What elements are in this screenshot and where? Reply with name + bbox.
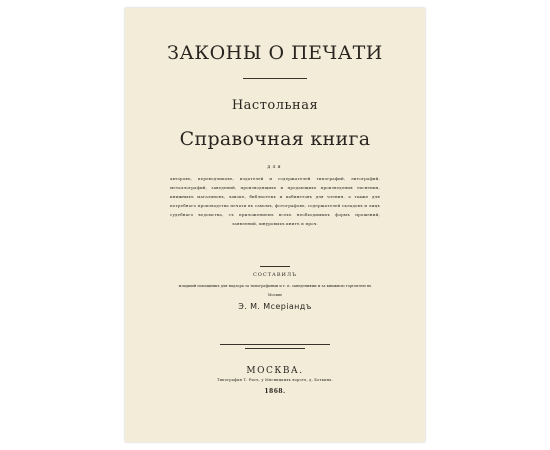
audience-paragraph: авторовъ, переводчиковъ, издателей и содержателей типографий, литографий, металлографий, заведений, производящихъ и продающихъ произведения тиснения, книжныхъ магазиновъ, лавокъ, библиотекъ и кабинетовъ для чтения, а также для потребного производства печати въ самомъ, фотографовъ, содержателей складовъ и лицъ судебнаго ведомства, съ приложениемъ всехъ необходимыхъ формъ прошений, заявлений, шнуровыхъ книгъ и проч. bbox=[170, 176, 380, 226]
imprint-city: МОСКВА. bbox=[246, 366, 304, 376]
imprint-rule-bottom bbox=[245, 348, 305, 349]
book-subtitle: Настольная bbox=[231, 98, 319, 113]
book-title: ЗАКОНЫ О ПЕЧАТИ bbox=[167, 42, 383, 64]
book-heading: Справочная книга bbox=[179, 128, 371, 150]
audience-rule bbox=[260, 266, 290, 267]
compiled-label: СОСТАВИЛЪ bbox=[252, 272, 298, 278]
title-rule bbox=[243, 78, 307, 79]
title-page bbox=[125, 8, 425, 442]
for-word: для bbox=[267, 164, 283, 170]
imprint-rule-top bbox=[220, 344, 330, 345]
compiler-position: младший помощникъ для надзора за типографиями и т. п. заведениями и за книжною торговлею въ Москве bbox=[178, 284, 372, 297]
imprint-year: 1868. bbox=[264, 388, 286, 395]
author-name: Э. М. Мсерiандъ bbox=[238, 302, 312, 311]
imprint-printer: Типография Т. Рисъ, у Мясницкихъ воротъ, д. Боткина. bbox=[216, 378, 333, 382]
